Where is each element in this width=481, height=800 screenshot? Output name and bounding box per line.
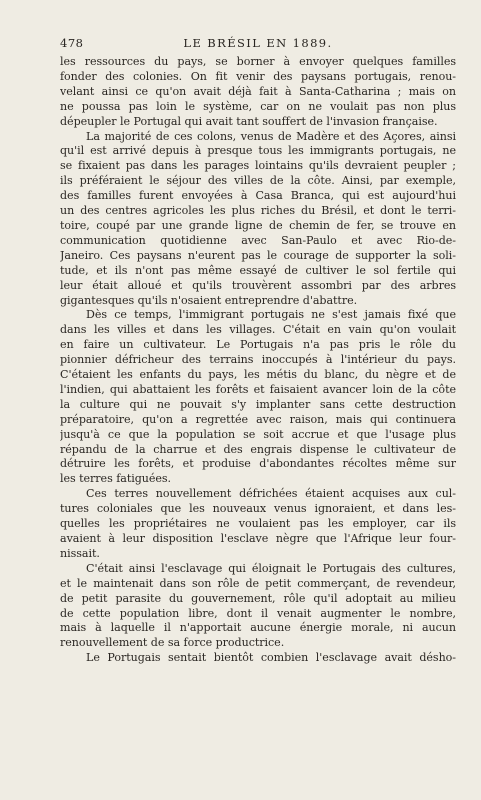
text-line: mais à laquelle il n'apportait aucune énergie morale, ni aucun xyxy=(60,621,456,635)
text-line: les terres fatiguées. xyxy=(60,472,172,486)
text-line: un des centres agricoles les plus riches du Brésil, et dont le terri- xyxy=(60,204,456,218)
text-line: quelles les propriétaires ne voulaient pas les employer, car ils xyxy=(60,517,456,531)
text-line: répandu de la charrue et des engrais dispense le cultivateur de xyxy=(60,442,456,456)
paragraph xyxy=(60,651,456,666)
text-line: dans les villes et dans les villages. C'était en vain qu'on voulait xyxy=(60,323,456,337)
paragraph xyxy=(60,130,456,309)
text-line: communication quotidienne avec San-Paulo et avec Rio-de- xyxy=(60,233,456,247)
text-line: dépeupler le Portugal qui avait tant souffert de l'invasion française. xyxy=(60,114,438,128)
text-line: qu'il est arrivé depuis à presque tous les immigrants portugais, ne xyxy=(60,144,456,158)
paragraph xyxy=(60,55,456,130)
text-line: et le maintenait dans son rôle de petit commerçant, de revendeur, xyxy=(60,576,456,590)
text-line: de petit parasite du gouvernement, rôle qu'il adoptait au milieu xyxy=(60,591,456,605)
text-line: nissait. xyxy=(60,546,100,560)
text-line: ne poussa pas loin le système, car on ne voulait pas non plus xyxy=(60,99,456,113)
text-line: ils préféraient le séjour des villes de la côte. Ainsi, par exemple, xyxy=(60,174,456,188)
text-line: La majorité de ces colons, venus de Madère et des Açores, ainsi xyxy=(86,129,456,143)
text-line: détruire les forêts, et produise d'abondantes récoltes même sur xyxy=(60,457,456,471)
text-line: l'indien, qui abattaient les forêts et faisaient avancer loin de la côte xyxy=(60,382,456,396)
text-line: renouvellement de sa force productrice. xyxy=(60,636,285,650)
text-line: Le Portugais sentait bientôt combien l'esclavage avait désho- xyxy=(86,651,456,665)
text-line: Ces terres nouvellement défrichées étaient acquises aux cul- xyxy=(86,487,456,501)
text-line: gigantesques qu'ils n'osaient entreprendre d'abattre. xyxy=(60,293,358,307)
text-line: de cette population libre, dont il venait augmenter le nombre, xyxy=(60,606,456,620)
text-line: jusqu'à ce que la population se soit accrue et que l'usage plus xyxy=(60,427,456,441)
text-line: leur était alloué et qu'ils trouvèrent assombri par des arbres xyxy=(60,278,456,292)
text-line: velant ainsi ce qu'on avait déjà fait à Santa-Catharina ; mais on xyxy=(60,84,456,98)
text-line: en faire un cultivateur. Le Portugais n'a pas pris le rôle du xyxy=(60,338,456,352)
text-line: la culture qui ne pouvait s'y implanter sans cette destruction xyxy=(60,397,456,411)
paragraph xyxy=(60,487,456,562)
text-line: des familles furent envoyées à Casa Branca, qui est aujourd'hui xyxy=(60,189,456,203)
text-line: toire, coupé par une grande ligne de chemin de fer, se trouve en xyxy=(60,218,456,232)
text-line: se fixaient pas dans les parages lointains qu'ils devraient peupler ; xyxy=(60,159,456,173)
paragraph xyxy=(60,308,456,487)
text-line: tude, et ils n'ont pas même essayé de cultiver le sol fertile qui xyxy=(60,263,456,277)
running-title: LE BRÉSIL EN 1889. xyxy=(183,36,333,50)
text-line: C'étaient les enfants du pays, les métis du blanc, du nègre et de xyxy=(60,368,456,382)
paragraph xyxy=(60,562,456,651)
text-line: préparatoire, qu'on a regrettée avec raison, mais qui continuera xyxy=(60,412,456,426)
page-number: 478 xyxy=(60,36,84,50)
text-line: Janeiro. Ces paysans n'eurent pas le courage de supporter la soli- xyxy=(60,248,456,262)
text-line: Dès ce temps, l'immigrant portugais ne s'est jamais fixé que xyxy=(86,308,456,322)
text-line: les ressources du pays, se borner à envoyer quelques familles xyxy=(60,55,456,68)
text-line: C'était ainsi l'esclavage qui éloignait le Portugais des cultures, xyxy=(86,561,456,575)
text-line: tures coloniales que les nouveaux venus ignoraient, et dans les- xyxy=(60,502,456,516)
text-line: pionnier défricheur des terrains inoccupés à l'intérieur du pays. xyxy=(60,353,456,367)
body-text xyxy=(60,55,456,666)
text-line: fonder des colonies. On fit venir des paysans portugais, renou- xyxy=(60,69,456,83)
text-line: avaient à leur disposition l'esclave nègre que l'Afrique leur four- xyxy=(60,532,456,545)
running-head xyxy=(60,36,456,52)
